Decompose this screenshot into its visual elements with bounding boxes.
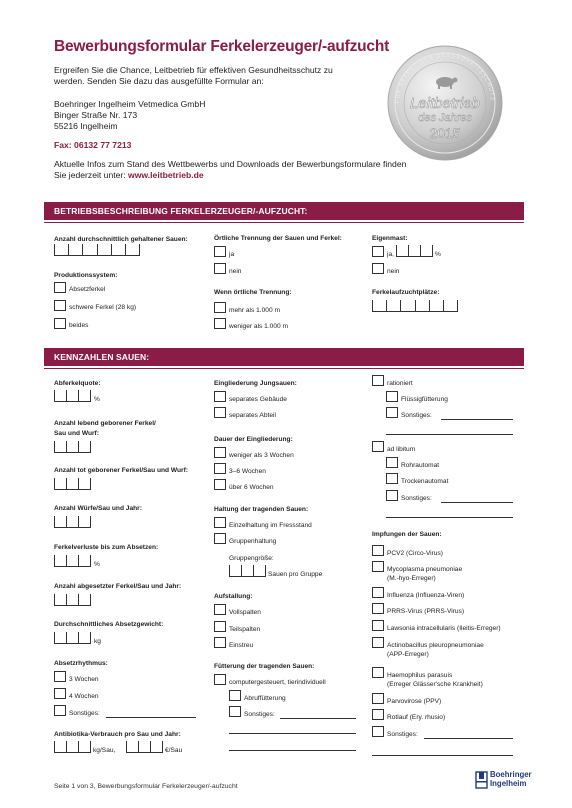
option-label: ad libitum	[387, 446, 416, 453]
option-label: Lawsonia intracellularis (Ileitis-Erreger)	[387, 625, 501, 632]
seal-title: Leitbetrieb	[409, 95, 481, 112]
checkbox-trennung-ja[interactable]	[214, 246, 226, 257]
option-label: nein	[387, 268, 400, 275]
option-label: Gruppenhaltung	[229, 538, 277, 545]
percent-unit: %	[94, 396, 100, 403]
option-label: computergesteuert, tierindividuell	[229, 679, 326, 686]
haltung-label: Haltung der tragenden Sauen:	[214, 506, 309, 513]
option-label: Einstreu	[229, 642, 254, 649]
checkbox-fuetterung-sonstiges[interactable]	[229, 706, 241, 717]
option-sublabel: (APP-Erreger)	[387, 651, 429, 658]
section-heading-betrieb: BETRIEBSBESCHREIBUNG FERKELERZEUGER/-AUFZUCHT:	[44, 202, 524, 220]
rationiert-extra-line[interactable]	[386, 434, 513, 435]
seal-ring-text: FÜR EFFEKTIVEN GESUNDHEITSSCHUTZ	[394, 52, 496, 104]
checkbox-einstreu[interactable]	[214, 637, 226, 648]
checkbox-separates-abteil[interactable]	[214, 407, 226, 418]
adlib-sonstiges-field[interactable]	[441, 502, 513, 503]
option-label: Parvovirose (PPV)	[387, 698, 442, 705]
address-line: 55216 Ingelheim	[54, 121, 118, 131]
produktion-label: Produktionssystem:	[54, 272, 118, 279]
option-label: über 6 Wochen	[229, 484, 274, 491]
option-label: Trockenautomat	[401, 478, 449, 485]
info-text-body: Aktuelle Infos zum Stand des Wettbewerbs und Downloads der Bewerbungsformulare finden Sie jederzeit unter:	[54, 159, 407, 181]
checkbox-ueber-6-wochen[interactable]	[214, 479, 226, 490]
abferkelquote-field[interactable]	[54, 391, 91, 402]
abgesetzt-field[interactable]	[54, 595, 91, 606]
option-label: weniger als 1.000 m	[229, 323, 289, 330]
checkbox-impf-sonstiges[interactable]	[372, 726, 384, 737]
impf-sonstiges-field[interactable]	[424, 738, 513, 739]
page-footer: Seite 1 von 3, Bewerbungsformular Ferkelerzeuger/-aufzucht	[54, 783, 238, 790]
checkbox-rationiert-sonstiges[interactable]	[386, 407, 398, 418]
checkbox-eigenmast-nein[interactable]	[372, 263, 384, 274]
eigenmast-label: Eigenmast:	[372, 235, 408, 242]
option-label: Rohrautomat	[401, 462, 440, 469]
option-label: Rotlauf (Ery. rhusio)	[387, 714, 446, 721]
checkbox-actinobacillus[interactable]	[372, 637, 384, 648]
percent-unit: %	[435, 251, 441, 258]
tot-label: Anzahl tot geborener Ferkel/Sau und Wurf:	[54, 467, 188, 474]
logo-line-2: Ingelheim	[490, 779, 527, 788]
option-label: PCV2 (Circo-Virus)	[387, 550, 443, 557]
logo-icon	[475, 770, 488, 790]
checkbox-beides[interactable]	[54, 318, 66, 329]
option-sublabel: (Erreger Glässer'sche Krankheit)	[387, 681, 483, 688]
option-label: Influenza (Influenza-Viren)	[387, 592, 465, 599]
option-label: ja,	[387, 251, 394, 258]
eigenmast-percent-field[interactable]	[396, 246, 433, 257]
gewicht-label: Durchschnittliches Absetzgewicht:	[54, 621, 164, 628]
option-label: schwere Ferkel (28 kg)	[69, 304, 137, 311]
checkbox-lawsonia[interactable]	[372, 620, 384, 631]
option-label: Sonstiges:	[401, 495, 432, 502]
lebend-label: Anzahl lebend geborener Ferkel/	[54, 420, 156, 427]
checkbox-rationiert[interactable]	[372, 375, 384, 386]
website-link[interactable]: www.leitbetrieb.de	[128, 170, 204, 181]
option-label: weniger als 3 Wochen	[229, 452, 294, 459]
option-label: PRRS-Virus (PRRS-Virus)	[387, 608, 465, 615]
section-heading-kennzahlen: KENNZAHLEN SAUEN:	[44, 348, 524, 366]
checkbox-teilspalten[interactable]	[214, 621, 226, 632]
tot-field[interactable]	[54, 479, 91, 490]
address-line: Binger Straße Nr. 173	[54, 110, 138, 120]
verluste-label: Ferkelverluste bis zum Absetzen:	[54, 544, 159, 551]
sauen-count-field[interactable]	[54, 245, 140, 256]
option-label: 3–6 Wochen	[229, 468, 266, 475]
checkbox-eigenmast-ja[interactable]	[372, 246, 384, 257]
lebend-field[interactable]	[54, 442, 91, 453]
checkbox-weniger-1000[interactable]	[214, 318, 226, 329]
aufzucht-field[interactable]	[372, 301, 458, 312]
trennung-label: Örtliche Trennung der Sauen und Ferkel:	[214, 235, 342, 242]
boehringer-logo	[475, 770, 545, 796]
antibiotika-kg-field[interactable]	[54, 742, 91, 753]
option-label: separates Abteil	[229, 412, 276, 419]
lebend-label-2: Sau und Wurf:	[54, 430, 99, 437]
logo-text	[490, 770, 532, 788]
checkbox-gruppenhaltung[interactable]	[214, 533, 226, 544]
checkbox-pcv2[interactable]	[372, 545, 384, 556]
seal-year: 2015	[429, 125, 461, 141]
checkbox-vollspalten[interactable]	[214, 604, 226, 615]
option-label: Actinobacillus pleuropneumoniae	[387, 642, 484, 649]
sauen-count-label: Anzahl durchschnittlich gehaltener Sauen:	[54, 236, 188, 243]
aufzucht-label: Ferkelaufzuchtplätze:	[372, 289, 440, 296]
fuetterung-extra-line[interactable]	[229, 733, 356, 734]
option-label: rationiert	[387, 380, 413, 387]
option-label: nein	[229, 268, 242, 275]
eur-sau-unit: €/Sau	[165, 747, 183, 754]
checkbox-3-wochen[interactable]	[54, 671, 66, 682]
seal-subtitle: des Jahres	[418, 112, 472, 124]
aufstallung-label: Aufstallung:	[214, 593, 253, 600]
checkbox-einzelhaltung[interactable]	[214, 517, 226, 528]
antibiotika-label: Antibiotika-Verbrauch pro Sau und Jahr:	[54, 731, 181, 738]
award-seal	[386, 44, 504, 162]
option-label: mehr als 1.000 m	[229, 307, 280, 314]
checkbox-computergesteuert[interactable]	[214, 674, 226, 685]
checkbox-ad-libitum[interactable]	[372, 441, 384, 452]
fuetterung-label: Fütterung der tragenden Sauen:	[214, 663, 315, 670]
kg-unit: kg	[94, 638, 101, 645]
address-block	[54, 99, 205, 132]
checkbox-prrs[interactable]	[372, 603, 384, 614]
checkbox-mehr-1000[interactable]	[214, 302, 226, 313]
wenn-trennung-label: Wenn örtliche Trennung:	[214, 289, 292, 296]
wuerfe-field[interactable]	[54, 517, 91, 528]
option-label: Teilspalten	[229, 626, 261, 633]
rhythmus-sonstiges-field[interactable]	[106, 717, 196, 718]
option-sublabel: (M.-hyo-Erreger)	[387, 575, 436, 582]
option-label: separates Gebäude	[229, 396, 287, 403]
intro-text: Ergreifen Sie die Chance, Leitbetrieb für effektiven Gesundheitsschutz zu werden. Senden Sie dazu das ausgefüllte Formular an:	[54, 65, 333, 87]
checkbox-adlib-sonstiges[interactable]	[386, 490, 398, 501]
option-label: 4 Wochen	[69, 693, 99, 700]
checkbox-haemophilus[interactable]	[372, 667, 384, 678]
rhythmus-label: Absetzrhythmus:	[54, 660, 108, 667]
option-label: Flüssigfütterung	[401, 396, 448, 403]
checkbox-rohrautomat[interactable]	[386, 457, 398, 468]
checkbox-3-6-wochen[interactable]	[214, 463, 226, 474]
checkbox-rhythmus-sonstiges[interactable]	[54, 705, 66, 716]
checkbox-influenza[interactable]	[372, 587, 384, 598]
option-label: Einzelhaltung im Fressstand	[229, 522, 312, 529]
option-label: Sonstiges:	[69, 710, 100, 717]
option-label: Mycoplasma pneumoniae	[387, 566, 463, 573]
option-label: 3 Wochen	[69, 676, 99, 683]
eingliederung-label: Eingliederung Jungsauen:	[214, 380, 297, 387]
option-label: Sonstiges:	[387, 731, 418, 738]
checkbox-abruffuetterung[interactable]	[229, 690, 241, 701]
kg-sau-unit: kg/Sau,	[93, 747, 116, 754]
logo-line-1: Boehringer	[490, 770, 532, 779]
verluste-field[interactable]	[54, 556, 91, 567]
fax-number: Fax: 06132 77 7213	[54, 140, 132, 150]
info-text	[54, 159, 414, 182]
option-label: ja	[229, 251, 235, 258]
checkbox-fluessigfuetterung[interactable]	[386, 391, 398, 402]
checkbox-mycoplasma[interactable]	[372, 561, 384, 572]
address-line: Boehringer Ingelheim Vetmedica GmbH	[54, 99, 206, 109]
wuerfe-label: Anzahl Würfe/Sau und Jahr:	[54, 505, 142, 512]
gruppen-field[interactable]	[229, 566, 266, 577]
checkbox-schwere-ferkel[interactable]	[54, 300, 66, 311]
option-label: beides	[69, 322, 89, 329]
dauer-label: Dauer der Eingliederung:	[214, 436, 293, 443]
gewicht-field[interactable]	[54, 633, 91, 644]
gruppen-label: Gruppengröße:	[229, 555, 274, 562]
form-title: Bewerbungsformular Ferkelerzeuger/-aufzucht	[54, 38, 390, 55]
sauen-pro-gruppe-unit: Sauen pro Gruppe	[268, 571, 323, 578]
checkbox-4-wochen[interactable]	[54, 688, 66, 699]
checkbox-weniger-3-wochen[interactable]	[214, 447, 226, 458]
abferkelquote-label: Abferkelquote:	[54, 380, 101, 387]
option-label: Sonstiges:	[244, 711, 275, 718]
checkbox-trockenautomat[interactable]	[386, 473, 398, 484]
option-label: Vollspalten	[229, 609, 261, 616]
fuetterung-sonstiges-field[interactable]	[280, 718, 356, 719]
impfungen-label: Impfungen der Sauen:	[372, 531, 442, 538]
checkbox-trennung-nein[interactable]	[214, 263, 226, 274]
impf-extra-line[interactable]	[372, 755, 513, 756]
checkbox-rotlauf[interactable]	[372, 709, 384, 720]
option-label: Absetzferkel	[69, 286, 106, 293]
checkbox-parvovirose[interactable]	[372, 693, 384, 704]
percent-unit: %	[94, 561, 100, 568]
antibiotika-eur-field[interactable]	[126, 742, 163, 753]
checkbox-absetzferkel[interactable]	[54, 282, 66, 293]
option-label: Abruffütterung	[244, 695, 286, 702]
option-label: Sonstiges:	[401, 412, 432, 419]
abgesetzt-label: Anzahl abgesetzter Ferkel/Sau und Jahr:	[54, 583, 182, 590]
rationiert-sonstiges-field[interactable]	[441, 419, 513, 420]
option-label: Haemophilus parasuis	[387, 672, 453, 679]
fuetterung-extra-line[interactable]	[229, 750, 356, 751]
adlib-extra-line[interactable]	[386, 517, 513, 518]
checkbox-separates-gebaeude[interactable]	[214, 391, 226, 402]
